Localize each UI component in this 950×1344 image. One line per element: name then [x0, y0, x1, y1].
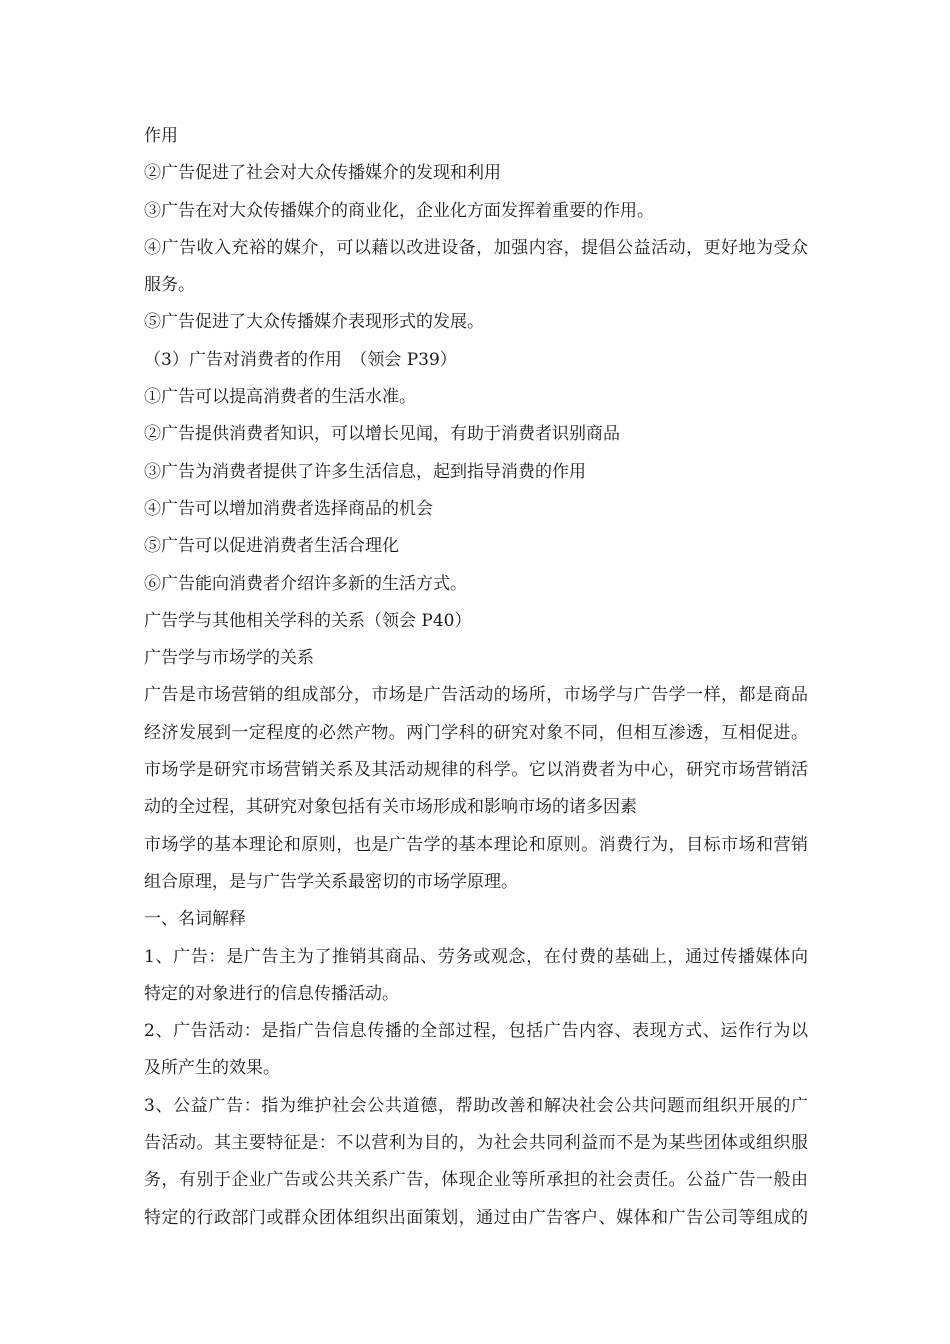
text-line: 组合原理，是与广告学关系最密切的市场学原理。: [144, 871, 518, 892]
text-line: 市场学是研究市场营销关系及其活动规律的科学。它以消费者为中心，研究市场营销活: [144, 760, 808, 781]
text-line: ①广告可以提高消费者的生活水准。: [144, 387, 416, 408]
text-line: ②广告促进了社会对大众传播媒介的发现和利用: [144, 163, 501, 184]
text-line: 2、广告活动：是指广告信息传播的全部过程，包括广告内容、表现方式、运作行为以: [144, 1021, 808, 1042]
text-line: 务，有别于企业广告或公共关系广告，体现企业等所承担的社会责任。公益广告一般由: [144, 1170, 808, 1191]
text-line: 3、公益广告：指为维护社会公共道德，帮助改善和解决社会公共问题而组织开展的广: [144, 1095, 808, 1116]
text-line: 广告学与其他相关学科的关系（领会 P40）: [144, 610, 472, 631]
text-line: ⑥广告能向消费者介绍许多新的生活方式。: [144, 573, 467, 594]
text-line: 服务。: [144, 275, 195, 296]
text-line: 经济发展到一定程度的必然产物。两门学科的研究对象不同，但相互渗透，互相促进。: [144, 722, 808, 743]
text-line: （3）广告对消费者的作用 （领会 P39）: [144, 349, 457, 370]
document-body: [144, 118, 808, 1237]
text-line: 告活动。其主要特征是：不以营利为目的，为社会共同利益而不是为某些团体或组织服: [144, 1133, 808, 1154]
text-line: 特定的对象进行的信息传播活动。: [144, 983, 399, 1004]
text-line: 广告学与市场学的关系: [144, 648, 314, 669]
text-line: 及所产生的效果。: [144, 1058, 280, 1079]
text-line: ④广告收入充裕的媒介，可以藉以改进设备，加强内容，提倡公益活动，更好地为受众: [144, 237, 808, 258]
text-line: ③广告在对大众传播媒介的商业化，企业化方面发挥着重要的作用。: [144, 200, 654, 221]
text-line: 广告是市场营销的组成部分，市场是广告活动的场所，市场学与广告学一样，都是商品: [144, 685, 808, 706]
text-line: ⑤广告可以促进消费者生活合理化: [144, 536, 399, 557]
text-line: 1、广告：是广告主为了推销其商品、劳务或观念，在付费的基础上，通过传播媒体向: [144, 946, 808, 967]
text-line: ③广告为消费者提供了许多生活信息，起到指导消费的作用: [144, 461, 586, 482]
text-line: ④广告可以增加消费者选择商品的机会: [144, 498, 433, 519]
text-line: ⑤广告促进了大众传播媒介表现形式的发展。: [144, 312, 484, 333]
text-line: 作用: [144, 126, 178, 146]
text-line: 特定的行政部门或群众团体组织出面策划，通过由广告客户、媒体和广告公司等组成的: [144, 1207, 808, 1228]
text-line: ②广告提供消费者知识，可以增长见闻，有助于消费者识别商品: [144, 424, 620, 445]
text-line: 市场学的基本理论和原则，也是广告学的基本理论和原则。消费行为，目标市场和营销: [144, 834, 808, 855]
text-line: 动的全过程，其研究对象包括有关市场形成和影响市场的诸多因素: [144, 797, 637, 818]
text-line: 一、名词解释: [144, 909, 246, 930]
